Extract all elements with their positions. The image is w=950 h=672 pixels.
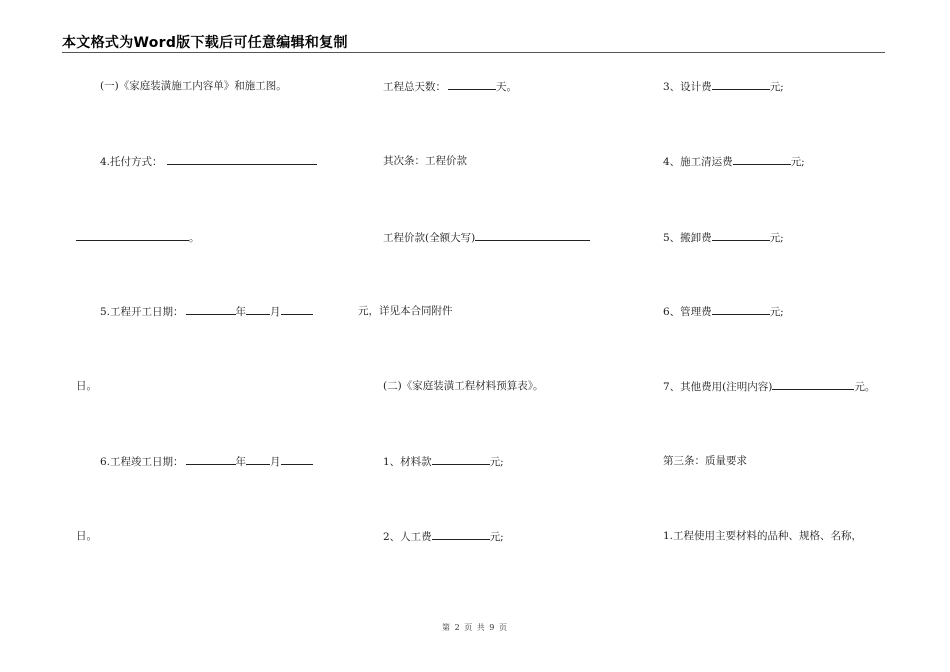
other-fee-line [663, 379, 875, 394]
labor-fee-blank[interactable] [432, 529, 490, 540]
payment-method-blank-continued[interactable] [76, 230, 189, 241]
handling-fee-line [663, 230, 784, 245]
header-divider [62, 52, 885, 53]
total-days-unit: 天。 [496, 81, 517, 93]
start-date-label: 5.工程开工日期： [100, 306, 184, 318]
payment-method-blank[interactable] [167, 154, 317, 165]
completion-date-year-blank[interactable] [186, 454, 236, 465]
project-price-label: 工程价款(全额大写) [383, 232, 476, 244]
completion-date-month-blank[interactable] [246, 454, 270, 465]
project-price-line [383, 230, 590, 245]
start-date-day-unit: 日。 [76, 380, 97, 392]
management-fee-label: 6、管理费 [663, 306, 712, 318]
material-fee-blank[interactable] [432, 454, 490, 465]
section-three-heading: 第三条：质量要求 [663, 455, 747, 467]
start-date-line [100, 304, 313, 319]
handling-fee-label: 5、搬卸费 [663, 232, 712, 244]
material-fee-label: 1、材料款 [383, 456, 432, 468]
total-days-label: 工程总天数： [383, 81, 446, 93]
completion-date-day-blank[interactable] [281, 454, 313, 465]
total-days-blank[interactable] [448, 79, 496, 90]
completion-date-year-unit: 年 [235, 456, 247, 468]
design-fee-line [663, 79, 784, 94]
page-number-footer: 第 2 页 共 9 页 [442, 623, 508, 632]
design-fee-label: 3、设计费 [663, 81, 712, 93]
material-fee-line [383, 454, 504, 469]
material-fee-unit: 元; [489, 456, 504, 468]
clearance-fee-label: 4、施工清运费 [663, 156, 733, 168]
management-fee-unit: 元; [769, 306, 784, 318]
completion-date-month-unit: 月 [270, 456, 281, 468]
labor-fee-label: 2、人工费 [383, 531, 432, 543]
payment-method-label: 4.托付方式： [100, 156, 163, 168]
project-price-continuation: 元，详见本合同附件 [358, 305, 453, 317]
handling-fee-unit: 元; [769, 232, 784, 244]
start-date-year-blank[interactable] [186, 304, 236, 315]
management-fee-line [663, 304, 784, 319]
completion-date-line [100, 454, 313, 469]
payment-method-continuation [76, 230, 200, 245]
materials-spec-line: 1.工程使用主要材料的品种、规格、名称， [663, 530, 863, 542]
payment-method-line [100, 154, 317, 169]
labor-fee-unit: 元; [489, 531, 504, 543]
handling-fee-blank[interactable] [712, 230, 770, 241]
design-fee-blank[interactable] [712, 79, 770, 90]
design-fee-unit: 元; [769, 81, 784, 93]
start-date-year-unit: 年 [235, 306, 247, 318]
other-fee-blank[interactable] [772, 379, 854, 390]
management-fee-blank[interactable] [712, 304, 770, 315]
contract-line-construction-list: (一)《家庭装潢施工内容单》和施工图。 [100, 80, 287, 92]
clearance-fee-blank[interactable] [733, 154, 791, 165]
clearance-fee-line [663, 154, 805, 169]
start-date-month-unit: 月 [270, 306, 281, 318]
other-fee-unit: 元。 [854, 381, 876, 393]
total-days-line [383, 79, 517, 94]
payment-method-end: 。 [189, 232, 200, 244]
material-budget-line: (二)《家庭装潢工程材料预算表》。 [383, 380, 544, 392]
start-date-month-blank[interactable] [246, 304, 270, 315]
document-header-title: 本文格式为Word版下载后可任意编辑和复制 [62, 35, 348, 51]
completion-date-label: 6.工程竣工日期： [100, 456, 184, 468]
other-fee-label: 7、其他费用(注明内容) [663, 381, 773, 393]
start-date-day-blank[interactable] [281, 304, 313, 315]
completion-date-day-unit: 日。 [76, 530, 97, 542]
project-price-blank[interactable] [475, 230, 590, 241]
section-two-heading: 其次条：工程价款 [383, 155, 467, 167]
labor-fee-line [383, 529, 504, 544]
clearance-fee-unit: 元; [790, 156, 805, 168]
